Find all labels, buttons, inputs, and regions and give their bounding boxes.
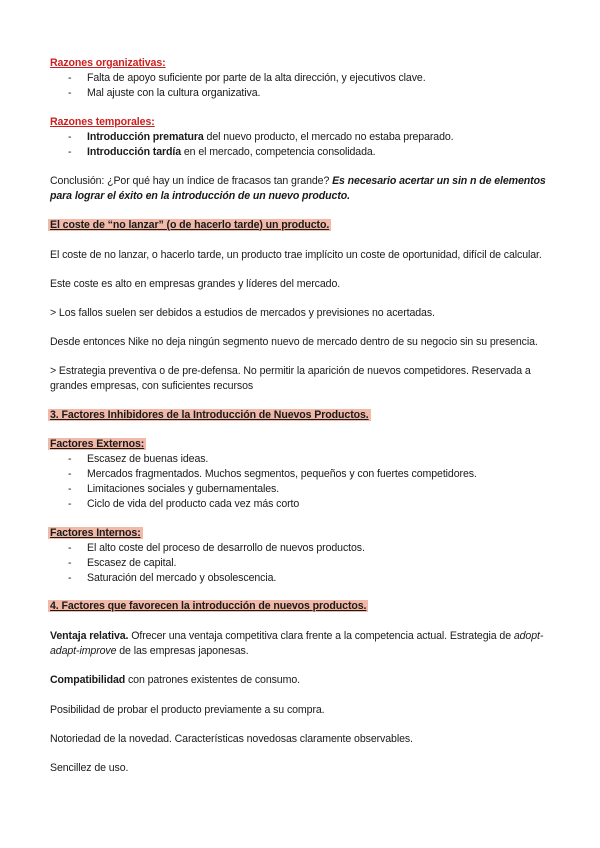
conclusion-emphasis: Es necesario acertar un sin n de elementos para lograr el éxito en la introducción de un nuevo producto. [50, 175, 546, 202]
heading-coste [48, 218, 331, 233]
list-item: - Limitaciones sociales y gubernamentales. [50, 482, 560, 497]
coste-paragraph-1b: Este coste es alto en empresas grandes y líderes del mercado. [50, 278, 341, 290]
compatibilidad-text: con patrones existentes de consumo. [125, 674, 300, 686]
coste-paragraph-3b: > Estrategia preventiva o de pre-defensa. No permitir la aparición de nuevos competidores. Reservada a grandes empresas, con suficientes recursos [50, 365, 531, 392]
conclusion-text: Conclusión: ¿Por qué hay un índice de fracasos tan grande? [50, 175, 333, 187]
compatibilidad-term: Compatibilidad [50, 674, 126, 686]
bold-term: Introducción prematura [87, 131, 204, 143]
section-organizativas [50, 56, 560, 101]
sencillez-paragraph: Sencillez de uso. [50, 762, 129, 774]
list-externos [50, 452, 560, 512]
heading-inhibidores-text: 3. Factores Inhibidores de la Introducción de Nuevos Productos. [50, 409, 369, 421]
list-item: - Escasez de buenas ideas. [50, 452, 560, 467]
list-item [50, 130, 560, 145]
ventaja-paragraph [50, 629, 555, 659]
item-text: en el mercado, competencia consolidada. [181, 146, 376, 158]
ventaja-term: Ventaja relativa. [50, 630, 129, 642]
bold-term: Introducción tardía [87, 146, 182, 158]
list-item: - Saturación del mercado y obsolescencia. [50, 571, 560, 586]
heading-favorecen-text: 4. Factores que favorecen la introducción de nuevos productos. [50, 600, 367, 612]
probar-paragraph: Posibilidad de probar el producto previamente a su compra. [50, 704, 325, 716]
list-temporales [50, 130, 560, 160]
list-organizativas [50, 71, 560, 101]
coste-paragraph-3: Desde entonces Nike no deja ningún segmento nuevo de mercado dentro de su negocio sin su presencia. [50, 336, 538, 348]
heading-temporales: Razones temporales: [50, 116, 155, 128]
list-item: - Falta de apoyo suficiente por parte de la alta dirección, y ejecutivos clave. [50, 71, 560, 86]
list-item: - Mercados fragmentados. Muchos segmentos, pequeños y con fuertes competidores. [50, 467, 560, 482]
compatibilidad-paragraph [50, 673, 550, 688]
list-internos [50, 541, 560, 586]
heading-inhibidores [48, 408, 371, 423]
section-externos [48, 437, 560, 512]
ventaja-tail: de las empresas japonesas. [116, 645, 249, 657]
list-item: - Mal ajuste con la cultura organizativa. [50, 86, 560, 101]
heading-internos: Factores Internos: [50, 527, 141, 539]
list-item: - El alto coste del proceso de desarrollo de nuevos productos. [50, 541, 560, 556]
heading-externos: Factores Externos: [50, 438, 145, 450]
heading-organizativas: Razones organizativas: [50, 57, 166, 69]
heading-favorecen [48, 599, 368, 614]
item-text: del nuevo producto, el mercado no estaba preparado. [203, 131, 454, 143]
heading-coste-text: El coste de “no lanzar” (o de hacerlo tarde) un producto. [50, 219, 330, 231]
conclusion-paragraph [50, 174, 550, 204]
coste-paragraph-1: El coste de no lanzar, o hacerlo tarde, un producto trae implícito un coste de oportunidad, difícil de calcular. [50, 249, 542, 261]
coste-paragraph-2: > Los fallos suelen ser debidos a estudios de mercados y previsiones no acertadas. [50, 307, 435, 319]
list-item: - Ciclo de vida del producto cada vez más corto [50, 497, 560, 512]
list-item [50, 145, 560, 160]
section-internos [48, 526, 560, 586]
list-item: - Escasez de capital. [50, 556, 560, 571]
ventaja-text: Ofrecer una ventaja competitiva clara frente a la competencia actual. Estrategia de [128, 630, 514, 642]
ventaja-italic: adopt-adapt-improve [50, 630, 544, 657]
section-temporales [50, 115, 560, 160]
notoriedad-paragraph: Notoriedad de la novedad. Características novedosas claramente observables. [50, 733, 413, 745]
